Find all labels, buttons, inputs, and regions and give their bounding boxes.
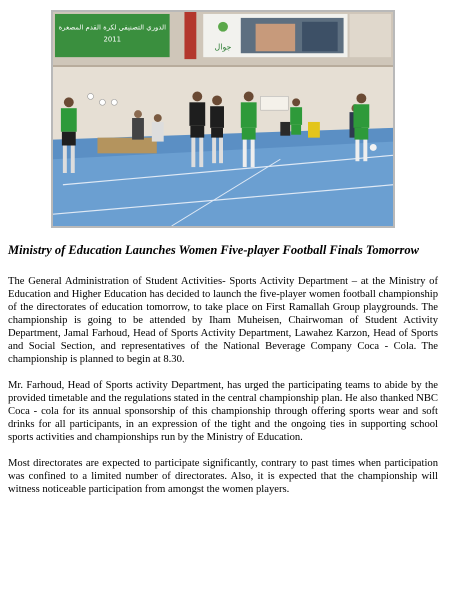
banner-left-text: الدوري التصنيفي لكرة القدم المصغرة: [58, 23, 167, 32]
article-paragraph-2: Mr. Farhoud, Head of Sports activity Department, has urged the participating teams to abide by the provided timetable and the regulations stated in the central championship plan. He also thanked NBC Coca - cola for its annual sponsorship of this championship through offering sports wear and soft drinks for all participants, in an expression of the tight and the ongoing ties in supporting school sports activities and championships run by the Ministry of Education.: [8, 380, 438, 443]
banner-right-brand: جوال: [214, 42, 232, 52]
article-body: [8, 275, 438, 509]
article-paragraph-3: Most directorates are expected to participate significantly, contrary to past times when participation was confined to a limited number of directorates. Also, it is expected that the championship will witness noticeable participation from amongst the women players.: [8, 458, 438, 495]
futsal-match-image: [53, 12, 393, 226]
article-headline: Ministry of Education Launches Women Five-player Football Finals Tomorrow: [8, 243, 419, 257]
ball: [370, 144, 377, 151]
article-photo: [51, 10, 395, 228]
article-paragraph-1: The General Administration of Student Activities- Sports Activity Department – at the Ministry of Education and Higher Education has decided to launch the five-player women football championship of the directorates of education tomorrow, to take place on First Ramallah Group playgrounds. The championship is going to be attended by Iham Muheisen, Chairwoman of Student Activity Department, Jamal Farhoud, Head of Sports Activity Department, Lawahez Karzon, Head of Sports and Social Section, and representatives of the National Beverage Company Coca - Cola. The championship is planned to begin at 8.30.: [8, 276, 438, 365]
banner-left-year: 2011: [103, 35, 122, 44]
